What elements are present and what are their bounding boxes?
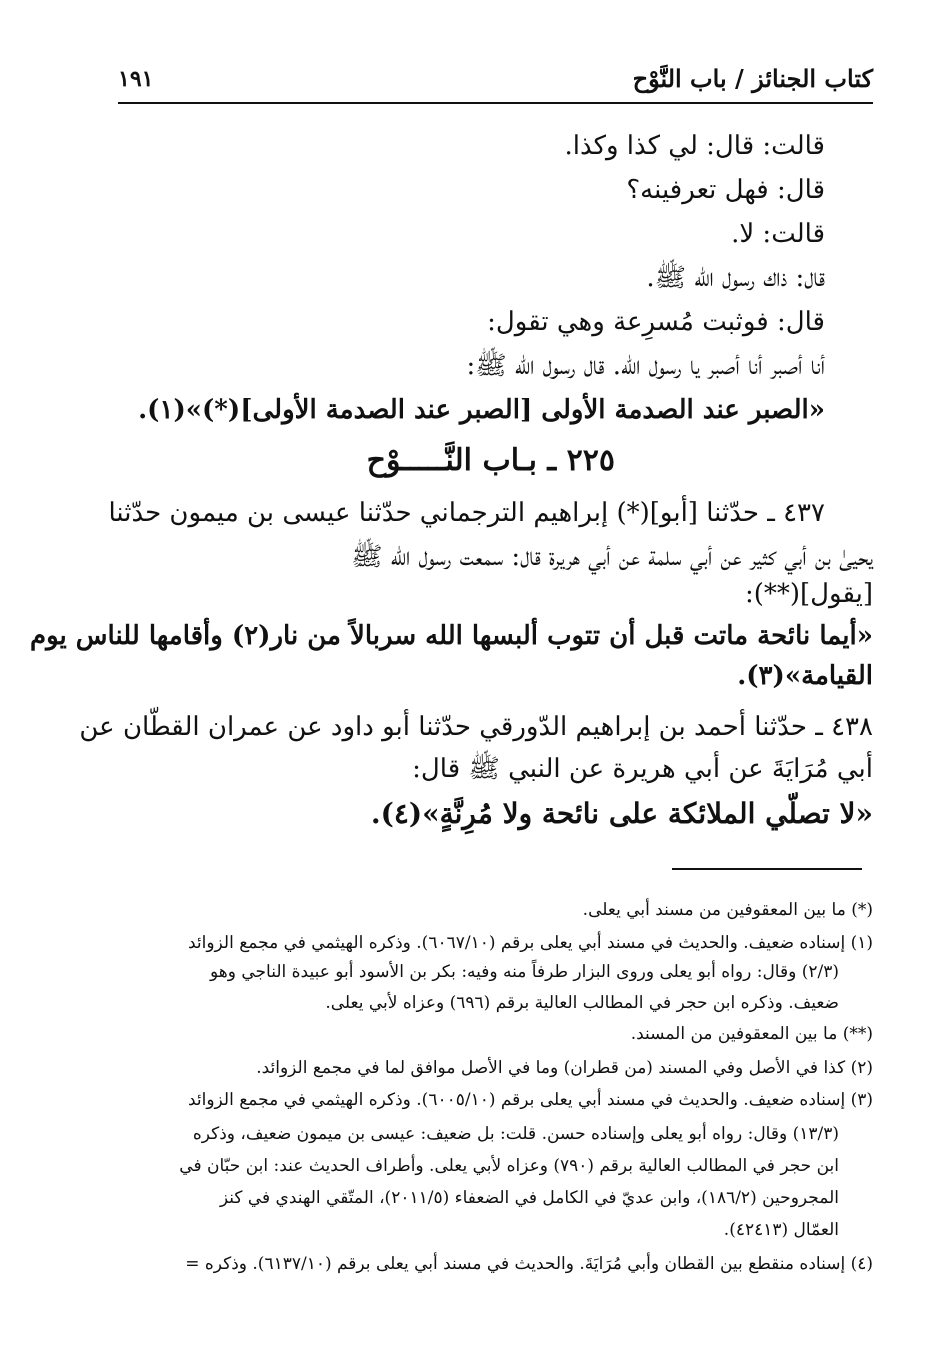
text-line: قال: فهل تعرفينه؟ xyxy=(626,175,825,205)
text-line: يحيىٰ بن أبي كثير عن أبي سلمة عن أبي هريرة قال: سمعت رسول الله ﷺ xyxy=(351,542,873,572)
hadith-quote: «الصبر عند الصدمة الأولى [الصبر عند الصدمة الأولى](*)»(١). xyxy=(138,395,825,425)
text-line: قالت: لا. xyxy=(731,219,825,249)
footnote-line: (**) ما بين المعقوفين من المسند. xyxy=(630,1024,873,1044)
text-line: ٤٣٨ ـ حدّثنا أحمد بن إبراهيم الدّورقي حدّثنا أبو داود عن عمران القطّان عن xyxy=(79,712,873,742)
page-number: ١٩١ xyxy=(118,66,154,92)
text-line: أنا أصبر أنا أصبر يا رسول الله. قال رسول الله ﷺ: xyxy=(466,351,825,381)
footnote-line: العمّال (٤٢٤١٣). xyxy=(723,1220,839,1240)
footnote-line: (*) ما بين المعقوفين من مسند أبي يعلى. xyxy=(582,900,873,920)
footnote-line: ابن حجر في المطالب العالية برقم (٧٩٠) وعزاه لأبي يعلى. وأطراف الحديث عند: ابن حبّان في xyxy=(179,1156,839,1176)
running-title: كتاب الجنائز / باب النَّوْح xyxy=(632,64,873,93)
text-line: قال: ذاك رسول الله ﷺ. xyxy=(646,263,825,293)
hadith-quote: «لا تصلّي الملائكة على نائحة ولا مُرِنَّةٍ»(٤). xyxy=(370,797,873,830)
footnote-line: المجروحين (١٨٦/٢)، وابن عديّ في الكامل في الضعفاء (٢٠١١/٥)، المتّقي الهندي في كنز xyxy=(219,1188,839,1208)
text-line: ٤٣٧ ـ حدّثنا [أبو](*) إبراهيم الترجماني حدّثنا عيسى بن ميمون حدّثنا xyxy=(108,498,825,528)
footnote-line: (٤) إسناده منقطع بين القطان وأبي مُرَايَةَ. والحديث في مسند أبي يعلى برقم (٦١٣٧/١٠). وذكره = xyxy=(185,1254,873,1274)
text-line: أبي مُرَايَةَ عن أبي هريرة عن النبي ﷺ قال: xyxy=(412,754,873,784)
chapter-heading: ٢٢٥ ـ بـاب النَّـــــوْح xyxy=(366,443,615,478)
hadith-quote: القيامة»(٣). xyxy=(737,661,873,691)
footnote-line: (٣) إسناده ضعيف. والحديث في مسند أبي يعلى برقم (٦٠٠٥/١٠). وذكره الهيثمي في مجمع الزوائد xyxy=(187,1090,873,1110)
footnote-line: (٢) كذا في الأصل وفي المسند (من قطران) وما في الأصل موافق لما في مجمع الزوائد. xyxy=(256,1058,873,1078)
page-header xyxy=(118,58,873,104)
footnote-line: (١٣/٣) وقال: رواه أبو يعلى وإسناده حسن. قلت: بل ضعيف: عيسى بن ميمون ضعيف، وذكره xyxy=(192,1124,839,1144)
footnote-line: ضعيف. وذكره ابن حجر في المطالب العالية برقم (٦٩٦) وعزاه لأبي يعلى. xyxy=(325,993,839,1013)
text-line: [يقول](**): xyxy=(744,579,873,609)
footnote-separator xyxy=(672,868,862,870)
footnote-line: (١) إسناده ضعيف. والحديث في مسند أبي يعلى برقم (٦٠٦٧/١٠). وذكره الهيثمي في مجمع الزوائد xyxy=(187,933,873,953)
footnote-line: (٢/٣) وقال: رواه أبو يعلى وروى البزار طرفاً منه وفيه: بكر بن الأسود أبو عبيدة الناجي وهو xyxy=(209,962,839,982)
text-line: قال: فوثبت مُسرِعة وهي تقول: xyxy=(487,307,825,337)
text-line: قالت: قال: لي كذا وكذا. xyxy=(564,131,825,161)
hadith-quote: «أيما نائحة ماتت قبل أن تتوب ألبسها الله سربالاً من نار(٢) وأقامها للناس يوم xyxy=(29,621,873,651)
